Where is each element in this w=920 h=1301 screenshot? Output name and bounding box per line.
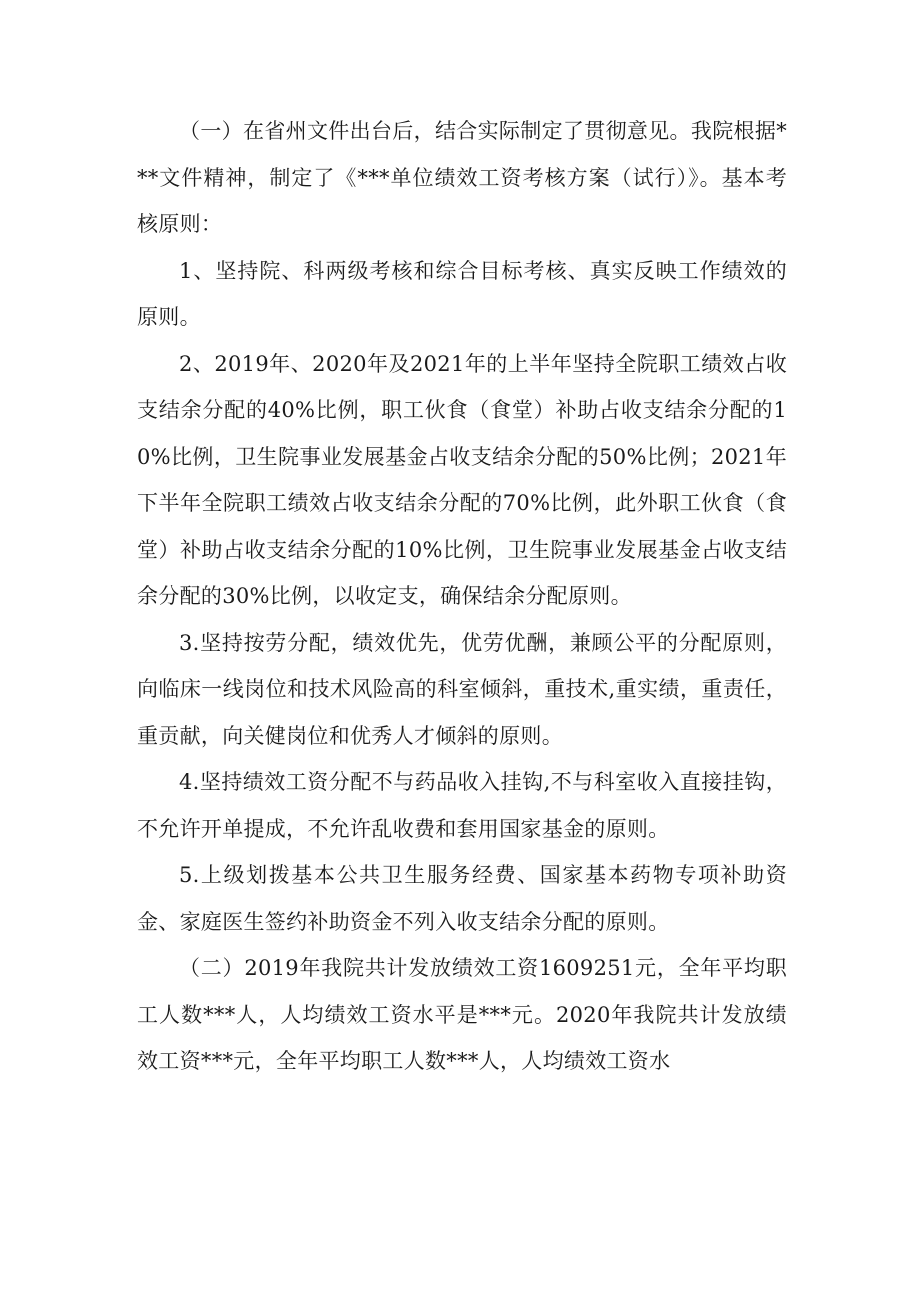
paragraph-section-2: （二）2019年我院共计发放绩效工资1609251元，全年平均职工人数***人，人均绩效工资水平是***元。2020年我院共计发放绩效工资***元，全年平均职工人数***人，人均绩效工资水	[137, 956, 787, 1073]
paragraph-principle-5: 5.上级划拨基本公共卫生服务经费、国家基本药物专项补助资金、家庭医生签约补助资金不列入收支结余分配的原则。	[137, 863, 787, 934]
paragraph-principle-1: 1、坚持院、科两级考核和综合目标考核、真实反映工作绩效的原则。	[137, 258, 787, 329]
paragraph-section-1-intro: （一）在省州文件出台后，结合实际制定了贯彻意见。我院根据***文件精神，制定了《***单位绩效工资考核方案（试行）》。基本考核原则：	[137, 119, 787, 236]
paragraph-principle-3: 3.坚持按劳分配，绩效优先，优劳优酬，兼顾公平的分配原则，向临床一线岗位和技术风险高的科室倾斜，重技术,重实绩，重责任，重贡献，向关健岗位和优秀人才倾斜的原则。	[137, 630, 787, 748]
paragraph-principle-4: 4.坚持绩效工资分配不与药品收入挂钩,不与科室收入直接挂钩，不允许开单提成，不允许乱收费和套用国家基金的原则。	[137, 770, 787, 841]
document-body	[137, 108, 787, 1085]
paragraph-principle-2: 2、2019年、2020年及2021年的上半年坚持全院职工绩效占收支结余分配的40%比例，职工伙食（食堂）补助占收支结余分配的10%比例，卫生院事业发展基金占收支结余分配的50%比例；2021年下半年全院职工绩效占收支结余分配的70%比例，此外职工伙食（食堂）补助占收支结余分配的10%比例，卫生院事业发展基金占收支结余分配的30%比例，以收定支，确保结余分配原则。	[137, 351, 787, 608]
